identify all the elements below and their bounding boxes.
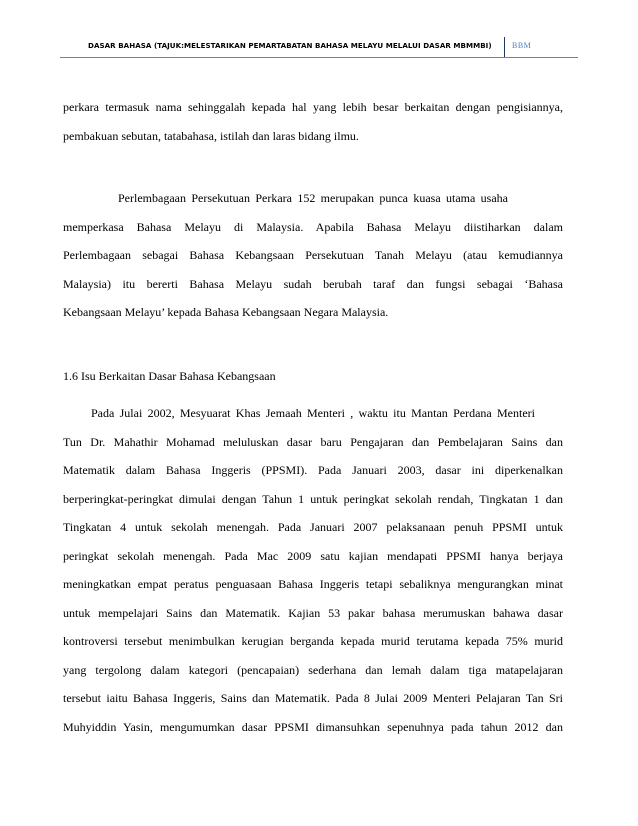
text-line: untuk mempelajari Sains dan Matematik. Kajian 53 pakar bahasa merumuskan bahawa dasar — [63, 605, 563, 620]
text-line: Matematik dalam Bahasa Inggeris (PPSMI). Pada Januari 2003, dasar ini diperkenalkan — [63, 463, 563, 477]
header-tag: BBM — [512, 41, 532, 50]
text-line: yang tergolong dalam kategori (pencapaian) sederhana dan lemah dalam tiga matapelajaran — [63, 662, 563, 677]
text-line: Muhyiddin Yasin, mengumumkan dasar PPSMI dimansuhkan sepenuhnya pada tahun 2012 dan — [63, 719, 563, 734]
text-line: Malaysia) itu bererti Bahasa Melayu sudah berubah taraf dan fungsi sebagai ‘Bahasa — [63, 276, 563, 291]
text-line: tersebut iaitu Bahasa Inggeris, Sains dan Matematik. Pada 8 Julai 2009 Menteri Pelajaran Tan Sri — [63, 691, 563, 705]
text-line: kontroversi tersebut menimbulkan kerugian berganda kepada murid terutama kepada 75% murid — [63, 634, 563, 648]
text-line: berperingkat-peringkat dimulai dengan Tahun 1 untuk peringkat sekolah rendah, Tingkatan 1 dan — [63, 491, 563, 506]
header-separator — [504, 37, 505, 57]
paragraph-continuation — [63, 93, 563, 150]
text-line: Kebangsaan Melayu’ kepada Bahasa Kebangsaan Negara Malaysia. — [63, 305, 389, 319]
text-line: Perlembagaan sebagai Bahasa Kebangsaan Persekutuan Tanah Melayu (atau kemudiannya — [63, 248, 563, 262]
text-line: Pada Julai 2002, Mesyuarat Khas Jemaah Menteri , waktu itu Mantan Perdana Menteri — [91, 406, 535, 420]
paragraph-isu — [63, 399, 563, 741]
page-header — [60, 35, 578, 59]
text-line: Perlembagaan Persekutuan Perkara 152 merupakan punca kuasa utama usaha — [118, 191, 508, 205]
header-title: DASAR BAHASA (TAJUK:MELESTARIKAN PEMARTABATAN BAHASA MELAYU MELALUI DASAR MBMMBI) — [88, 41, 492, 50]
text-line: Tun Dr. Mahathir Mohamad meluluskan dasar baru Pengajaran dan Pembelajaran Sains dan — [63, 434, 563, 449]
text-line: meningkatkan empat peratus penguasaan Bahasa Inggeris tetapi sebaliknya mengurangkan minat — [63, 577, 563, 591]
header-rule — [60, 57, 578, 58]
text-line: Tingkatan 4 untuk sekolah menengah. Pada Januari 2007 pelaksanaan penuh PPSMI untuk — [63, 520, 563, 534]
text-line: memperkasa Bahasa Melayu di Malaysia. Apabila Bahasa Melayu diistiharkan dalam — [63, 219, 563, 234]
text-line: pembakuan sebutan, tatabahasa, istilah dan laras bidang ilmu. — [63, 128, 359, 143]
text-line: perkara termasuk nama sehinggalah kepada hal yang lebih besar berkaitan dengan pengisiannya, — [63, 100, 563, 114]
paragraph-perlembagaan — [63, 184, 563, 327]
text-line: peringkat sekolah menengah. Pada Mac 2009 satu kajian mendapati PPSMI hanya berjaya — [63, 548, 563, 563]
section-heading: 1.6 Isu Berkaitan Dasar Bahasa Kebangsaan — [63, 369, 276, 383]
